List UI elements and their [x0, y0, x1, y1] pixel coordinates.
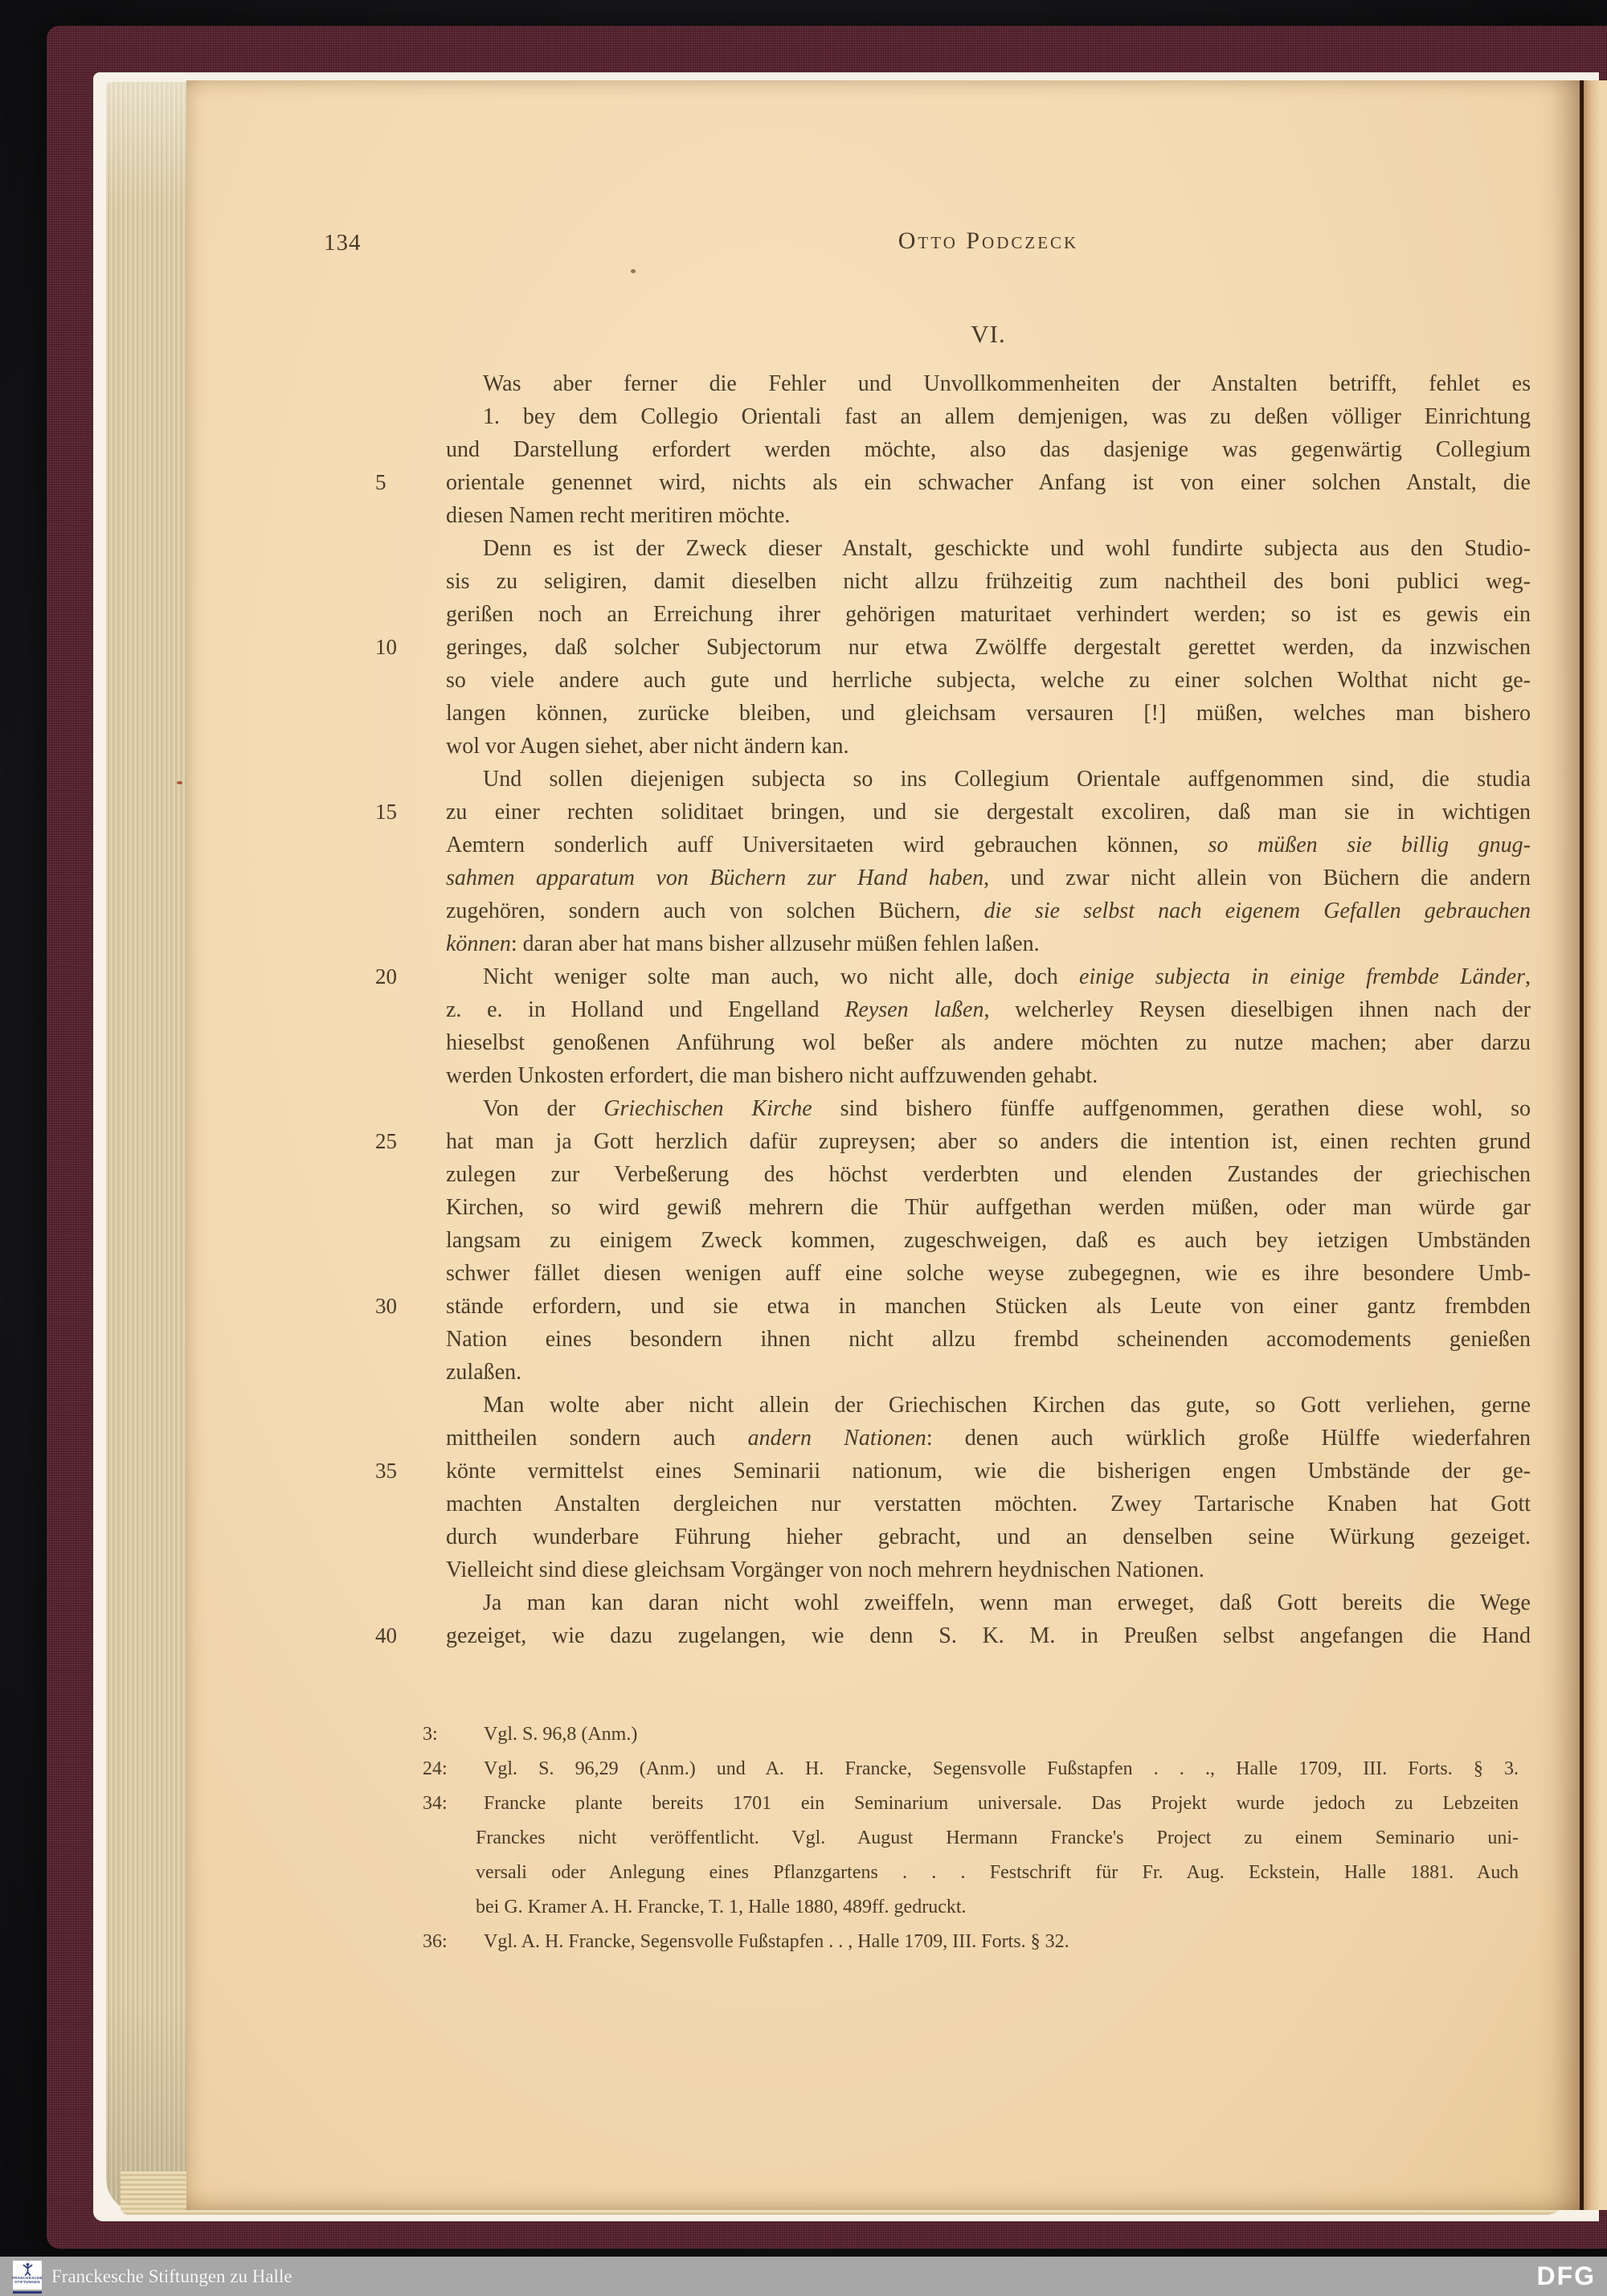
text-line [446, 1389, 1531, 1422]
footnote-number: 3: [423, 1724, 438, 1745]
text-line [375, 466, 1531, 499]
text-run: zugehören, sondern auch von solchen Büchern, [446, 898, 984, 923]
text-line [446, 894, 1531, 927]
text-line [446, 598, 1531, 631]
text-run: durch wunderbare Führung hieher gebracht, und an denselben seine Würkung gezeiget. [446, 1525, 1531, 1549]
text-line [446, 1520, 1531, 1553]
text-line [446, 367, 1531, 400]
text-run: Was aber ferner die Fehler und Unvollkommenheiten der Anstalten betrifft, fehlet es [483, 371, 1531, 396]
text-line [446, 862, 1531, 894]
italic-text-run: sahmen apparatum von Büchern zur Hand haben [446, 866, 984, 890]
text-line [375, 1290, 1531, 1323]
text-run: langen können, zurücke bleiben, und gleichsam versauren [!] müßen, welches man bishero [446, 701, 1531, 726]
text-run: hieselbst genoßenen Anführung wol beßer als andere möchten zu nutze machen; aber darzu [446, 1030, 1531, 1055]
text-line [446, 1224, 1531, 1257]
text-run: Nicht weniger solte man auch, wo nicht alle, doch [483, 964, 1080, 989]
text-run: 1. bey dem Collegio Orientali fast an allem demjenigen, was zu deßen völliger Einrichtung [483, 404, 1531, 429]
text-run: zulaßen. [446, 1360, 522, 1385]
text-run: gezeiget, wie dazu zugelangen, wie denn S. K. M. in Preußen selbst angefangen die Hand [446, 1623, 1531, 1648]
text-run: zu einer rechten soliditaet bringen, und sie dergestalt excoliren, daß man sie in wichtigen [446, 800, 1531, 825]
text-run: Und sollen diejenigen subjecta so ins Collegium Orientale auffgenommen sind, die studia [483, 767, 1531, 792]
text-run: Aemtern sonderlich auff Universitaeten wird gebrauchen können, [446, 833, 1208, 857]
text-line [446, 763, 1531, 796]
franckesche-figure-icon [21, 2262, 35, 2276]
text-line [446, 1586, 1531, 1619]
text-run: , [1525, 964, 1531, 989]
italic-text-run: die sie selbst nach eigenem Gefallen gebrauchen [983, 898, 1531, 923]
text-run: orientale genennet wird, nichts als ein schwacher Anfang ist von einer solchen Anstalt, die [446, 470, 1531, 495]
footnote-line [476, 1856, 1519, 1890]
text-line [446, 993, 1531, 1026]
text-run: Francke plante bereits 1701 ein Seminarium universale. Das Projekt wurde jedoch zu Lebzeiten [484, 1793, 1519, 1814]
text-run: langsam zu einigem Zweck kommen, zugeschweigen, daß es auch bey ietzigen Umbständen [446, 1228, 1531, 1253]
franckesche-stiftungen-logo [13, 2261, 42, 2290]
text-line [446, 400, 1531, 433]
text-run: Vielleicht sind diese gleichsam Vorgänger von noch mehrern heydnischen Nationen. [446, 1557, 1204, 1582]
text-line [446, 1059, 1531, 1092]
margin-line-number: 15 [375, 800, 397, 824]
text-run: versali oder Anlegung eines Pflanzgartens . . . Festschrift für Fr. Aug. Eckstein, Halle 1881. Auch [476, 1862, 1519, 1883]
footnote-line [423, 1786, 1519, 1821]
text-line [446, 1257, 1531, 1290]
italic-text-run: andern Nationen [747, 1426, 926, 1451]
text-run: Vgl. S. 96,8 (Anm.) [484, 1724, 638, 1745]
text-line [446, 1191, 1531, 1224]
text-line [375, 796, 1531, 829]
footnote-line [476, 1890, 1519, 1925]
paper-speck [631, 269, 636, 273]
margin-line-number: 5 [375, 470, 386, 494]
text-run: Vgl. S. 96,29 (Anm.) und A. H. Francke, Segensvolle Fußstapfen . . ., Halle 1709, III. Forts. § 3. [484, 1758, 1519, 1779]
facing-page-sliver [1580, 80, 1607, 2210]
text-line [375, 631, 1531, 664]
text-line [375, 1619, 1531, 1652]
institution-name: Franckesche Stiftungen zu Halle [51, 2265, 292, 2286]
footnote-line [476, 1821, 1519, 1856]
text-run: Kirchen, so wird gewiß mehrern die Thür auffgethan werden müßen, oder man würde gar [446, 1195, 1531, 1220]
text-line [446, 565, 1531, 598]
text-run: geringes, daß solcher Subjectorum nur etwa Zwölffe dergestalt gerettet werden, da inzwischen [446, 635, 1531, 660]
dfg-logo: DFG [1536, 2261, 1596, 2290]
text-run: werden Unkosten erfordert, die man bishero nicht auffzuwenden gehabt. [446, 1063, 1098, 1088]
footnote-line [423, 1717, 1519, 1752]
footnotes-block [423, 1717, 1519, 1959]
text-line [446, 532, 1531, 565]
margin-line-number: 20 [375, 964, 397, 988]
italic-text-run: einige subjecta in einige frembde Länder [1079, 964, 1525, 989]
logo-caption-line1: FRANCKESCHE [12, 2276, 43, 2280]
text-line [446, 1422, 1531, 1455]
margin-line-number: 10 [375, 635, 397, 659]
text-run: bei G. Kramer A. H. Francke, T. 1, Halle 1880, 489ff. gedruckt. [476, 1897, 967, 1917]
italic-text-run: können [446, 931, 511, 956]
text-run: wol vor Augen siehet, aber nicht ändern kan. [446, 734, 849, 759]
logo-underline [13, 2291, 42, 2294]
logo-caption-line2: STIFTUNGEN [14, 2280, 40, 2284]
page-number: 134 [324, 230, 362, 256]
logo-caption [12, 2276, 43, 2284]
text-line [446, 1488, 1531, 1520]
text-line [446, 1356, 1531, 1389]
body-text [375, 367, 1531, 1652]
text-line [446, 730, 1531, 763]
text-line [446, 1092, 1531, 1125]
text-run: , welcherley Reysen dieselbigen ihnen nach der [983, 997, 1531, 1022]
text-line [446, 664, 1531, 697]
margin-line-number: 35 [375, 1459, 397, 1483]
text-line [446, 697, 1531, 730]
text-line [446, 1553, 1531, 1586]
text-run: Nation eines besondern ihnen nicht allzu frembd scheinenden accomodements genießen [446, 1327, 1531, 1352]
margin-line-number: 40 [375, 1623, 397, 1647]
text-run: so viele andere auch gute und herrliche subjecta, welche zu einer solchen Wolthat nicht ge- [446, 668, 1531, 693]
footnote-number: 36: [423, 1931, 448, 1952]
footnote-number: 34: [423, 1793, 448, 1814]
footnote-line [423, 1752, 1519, 1786]
text-run: Vgl. A. H. Francke, Segensvolle Fußstapfen . . , Halle 1709, III. Forts. § 32. [484, 1931, 1069, 1952]
viewer-footer-bar [0, 2257, 1607, 2296]
text-run: , und zwar nicht allein von Büchern die andern [983, 866, 1531, 890]
text-line [446, 1026, 1531, 1059]
margin-line-number: 25 [375, 1129, 397, 1153]
text-run: z. e. in Holland und Engelland [446, 997, 845, 1022]
italic-text-run: Reysen laßen [844, 997, 984, 1022]
paper-speck [177, 781, 182, 784]
text-run: Man wolte aber nicht allein der Griechischen Kirchen das gute, so Gott verliehen, gerne [483, 1393, 1531, 1418]
text-run: gerißen noch an Erreichung ihrer gehörigen maturitaet verhindert werden; so ist es gewis ein [446, 602, 1531, 627]
text-run: und Darstellung erfordert werden möchte, also das dasjenige was gegenwärtig Collegium [446, 437, 1531, 462]
text-run: zulegen zur Verbeßerung des höchst verderbten und elenden Zustandes der griechischen [446, 1162, 1531, 1187]
text-run: Franckes nicht veröffentlicht. Vgl. August Hermann Francke's Project zu einem Seminario uni- [476, 1827, 1519, 1848]
text-line [446, 499, 1531, 532]
italic-text-run: so müßen sie billig gnug- [1208, 833, 1531, 857]
text-line [375, 960, 1531, 993]
text-line [446, 433, 1531, 466]
text-line [446, 1158, 1531, 1191]
text-run: : daran aber hat mans bisher allzusehr müßen fehlen laßen. [510, 931, 1040, 956]
text-line [375, 1125, 1531, 1158]
book-page [186, 80, 1580, 2210]
margin-line-number: 30 [375, 1294, 397, 1318]
text-run: hat man ja Gott herzlich dafür zupreysen; aber so anders die intention ist, einen rechten grund [446, 1129, 1531, 1154]
text-run: sis zu seligiren, damit dieselben nicht allzu frühzeitig zum nachtheil des boni publici weg- [446, 569, 1531, 594]
text-line [446, 829, 1531, 862]
italic-text-run: Griechischen Kirche [603, 1096, 812, 1121]
footnote-line [423, 1925, 1519, 1959]
text-run: schwer fället diesen wenigen auff eine solche weyse zubegegnen, wie es ihre besondere Umb- [446, 1261, 1531, 1286]
text-line [446, 1323, 1531, 1356]
text-run: könte vermittelst eines Seminarii nationum, wie die bisherigen engen Umbstände der ge- [446, 1459, 1531, 1484]
text-line [446, 927, 1531, 960]
text-run: machten Anstalten dergleichen nur verstatten möchten. Zwey Tartarische Knaben hat Gott [446, 1492, 1531, 1516]
text-line [375, 1455, 1531, 1488]
text-run: sind bishero fünffe auffgenommen, gerathen diese wohl, so [812, 1096, 1531, 1121]
section-heading: VI. [971, 320, 1006, 348]
text-run: Von der [483, 1096, 604, 1121]
running-title: Otto Podczeck [898, 227, 1079, 254]
text-run: Denn es ist der Zweck dieser Anstalt, geschickte und wohl fundirte subjecta aus den Studio- [483, 536, 1531, 561]
text-run: diesen Namen recht meritiren möchte. [446, 503, 791, 528]
page-stack-left-edge [106, 82, 186, 2213]
text-run: mittheilen sondern auch [446, 1426, 748, 1451]
footnote-number: 24: [423, 1758, 448, 1779]
text-run: Ja man kan daran nicht wohl zweiffeln, wenn man erweget, daß Gott bereits die Wege [483, 1590, 1531, 1615]
text-run: stände erfordern, und sie etwa in manchen Stücken als Leute von einer gantz frembden [446, 1294, 1531, 1319]
text-run: : denen auch würklich große Hülffe wiederfahren [926, 1426, 1531, 1451]
